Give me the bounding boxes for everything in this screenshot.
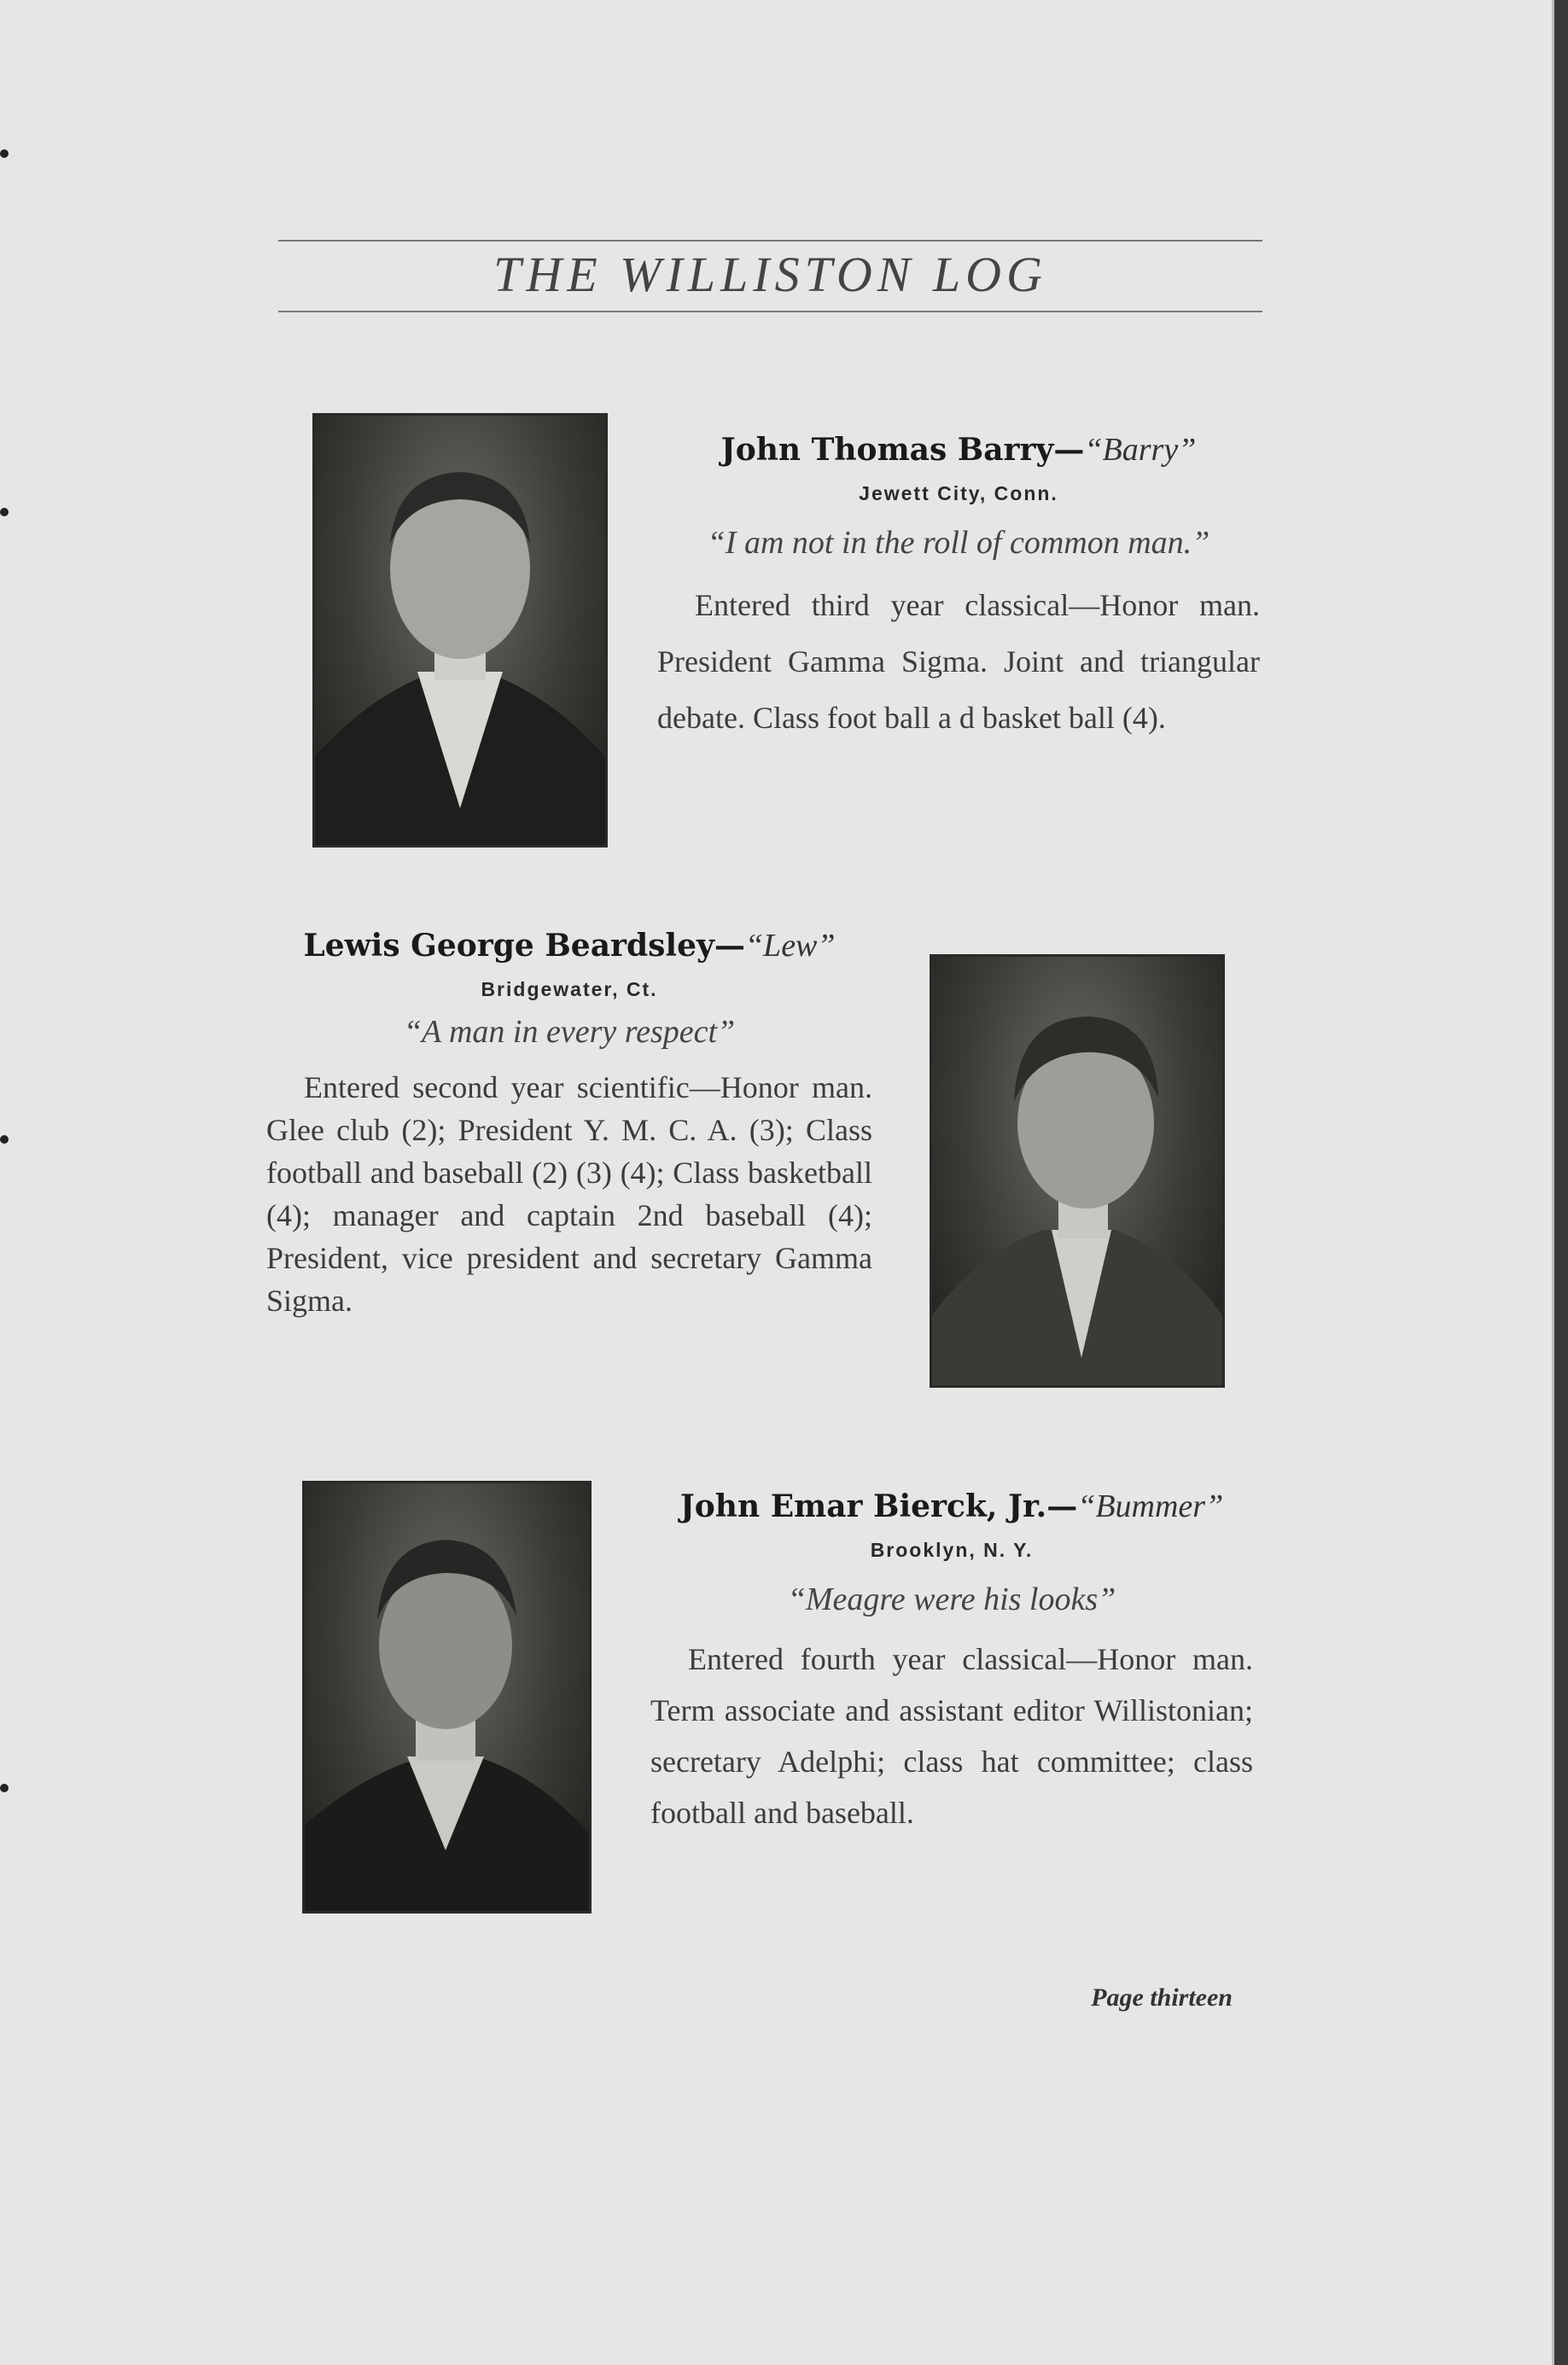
- entry-name: John Emar Bierck, Jr.: [679, 1488, 1047, 1524]
- entry-description: Entered second year scientific—Honor man. Glee club (2); President Y. M. C. A. (3); Class football and baseball (2) (3) (4); Class basketball (4); manager and captain 2nd baseball (4); President, vice president and secretary Gamma Sigma.: [266, 1070, 872, 1318]
- entry-quote: “I am not in the roll of common man.”: [707, 525, 1210, 561]
- entry-nickname: “Bummer”: [1077, 1488, 1224, 1524]
- entry-nickname: “Barry”: [1084, 432, 1197, 468]
- entry-barry: [657, 431, 1260, 746]
- entry-name-line: [657, 431, 1260, 469]
- entry-name: John Thomas Barry: [720, 432, 1054, 468]
- entry-hometown: Brooklyn, N. Y.: [870, 1539, 1034, 1561]
- name-dash: —: [1046, 1488, 1078, 1524]
- entry-description: Entered fourth year classical—Honor man. Term associate and assistant editor Willistonian; secretary Adelphi; class hat committee; class football and baseball.: [650, 1642, 1253, 1830]
- binding-mark: [0, 1784, 9, 1792]
- header-rule-top: [278, 240, 1262, 242]
- name-dash: —: [714, 928, 745, 964]
- name-dash: —: [1053, 432, 1085, 468]
- header-rule-bottom: [278, 311, 1262, 312]
- binding-mark: [0, 149, 9, 158]
- binding-mark: [0, 1135, 9, 1144]
- page-number: Page thirteen: [1091, 1983, 1233, 2012]
- portrait-photo-bierck: [302, 1481, 592, 1914]
- page-header-title: THE WILLISTON LOG: [493, 247, 1047, 302]
- entry-name-line: [266, 927, 872, 964]
- entry-hometown: Bridgewater, Ct.: [481, 978, 658, 1000]
- entry-quote: “A man in every respect”: [403, 1014, 736, 1050]
- entry-bierck: [650, 1488, 1253, 1838]
- portrait-photo-beardsley: [930, 954, 1225, 1388]
- portrait-photo-barry: [312, 413, 608, 848]
- entry-name: Lewis George Beardsley: [303, 928, 714, 964]
- binding-mark: [0, 508, 9, 516]
- entry-quote: “Meagre were his looks”: [787, 1582, 1116, 1617]
- entry-beardsley: [266, 927, 872, 1322]
- entry-hometown: Jewett City, Conn.: [859, 482, 1058, 504]
- entry-name-line: [650, 1488, 1253, 1525]
- entry-nickname: “Lew”: [744, 928, 836, 964]
- entry-description: Entered third year classical—Honor man. President Gamma Sigma. Joint and triangular debate. Class foot ball a d basket ball (4).: [657, 588, 1260, 735]
